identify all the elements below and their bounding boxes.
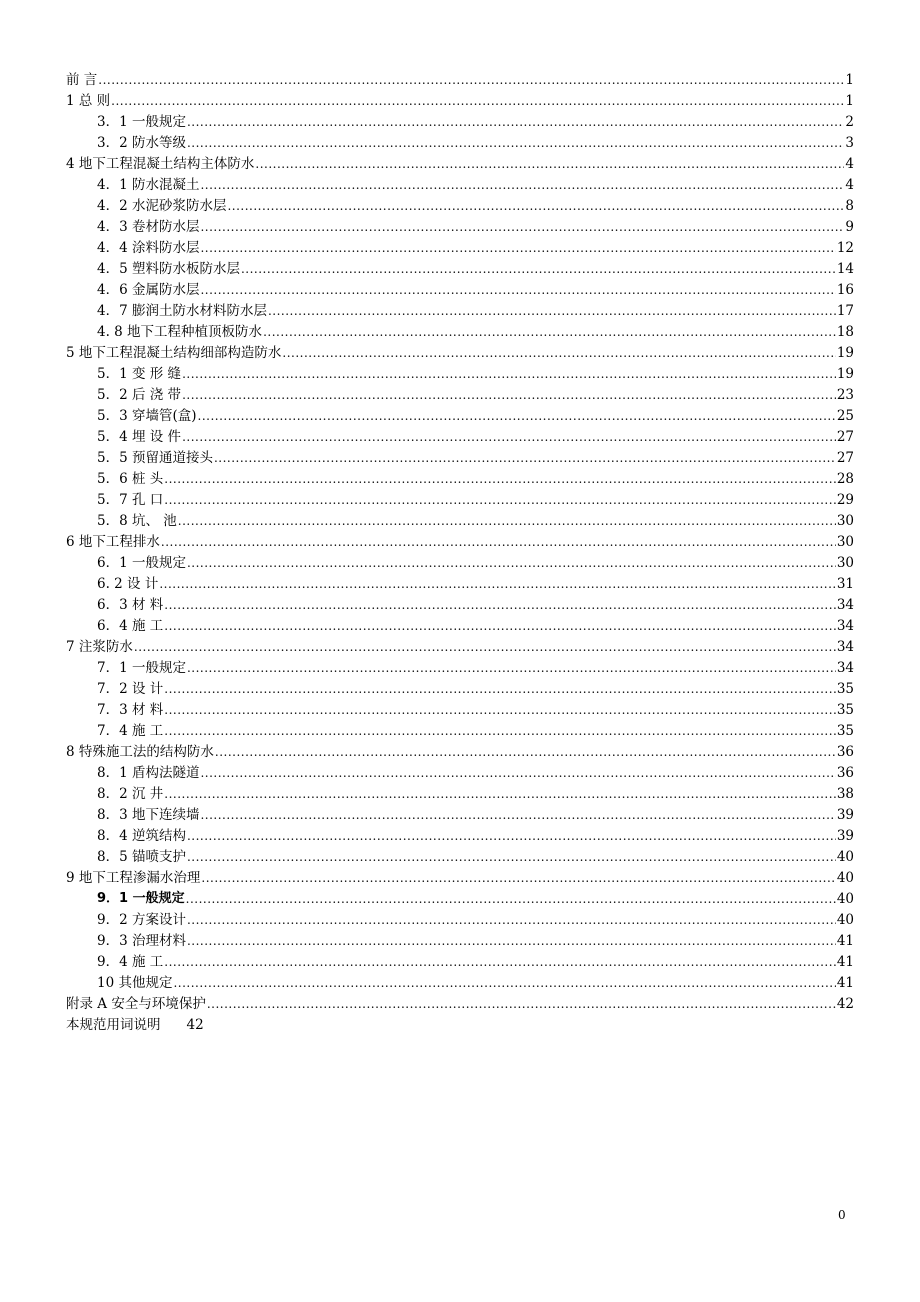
- toc-leader-dots: [182, 429, 836, 445]
- toc-entry-page: 9: [845, 219, 854, 235]
- toc-leader-dots: [164, 492, 836, 508]
- toc-entry-page: 30: [836, 534, 854, 550]
- toc-entry[interactable]: [66, 865, 854, 886]
- toc-leader-dots: [200, 240, 835, 256]
- toc-entry-page: 39: [836, 807, 854, 823]
- toc-entry[interactable]: [66, 613, 854, 634]
- toc-entry-label: 前 言: [66, 72, 98, 88]
- toc-entry-label: 5 地下工程混凝土结构细部构造防水: [66, 345, 282, 361]
- toc-entry-label: 5．1 变 形 缝: [97, 366, 182, 382]
- toc-entry[interactable]: [66, 193, 854, 214]
- toc-entry[interactable]: [66, 445, 854, 466]
- toc-entry-label: 8 特殊施工法的结构防水: [66, 744, 214, 760]
- toc-entry-label: 5．7 孔 口: [97, 492, 164, 508]
- toc-leader-dots: [164, 954, 836, 970]
- toc-entry-page: 19: [836, 345, 854, 361]
- toc-entry-page: 17: [836, 303, 854, 319]
- toc-entry-page: 40: [836, 849, 854, 865]
- toc-entry-label: 4．6 金属防水层: [97, 282, 200, 298]
- toc-entry[interactable]: [66, 340, 854, 361]
- toc-leader-dots: [164, 597, 836, 613]
- toc-leader-dots: [227, 198, 844, 214]
- toc-entry[interactable]: [66, 298, 854, 319]
- toc-entry[interactable]: [66, 277, 854, 298]
- toc-entry[interactable]: [66, 508, 854, 529]
- toc-entry-label: 4．5 塑料防水板防水层: [97, 261, 240, 277]
- toc-entry-page: 36: [836, 744, 854, 760]
- toc-entry[interactable]: [66, 424, 854, 445]
- toc-leader-dots: [178, 513, 836, 529]
- toc-entry[interactable]: [66, 130, 854, 151]
- toc-entry[interactable]: [66, 235, 854, 256]
- toc-leader-dots: [207, 996, 836, 1012]
- toc-entry[interactable]: [66, 151, 854, 172]
- toc-entry-page: 27: [836, 450, 854, 466]
- toc-entry-label: 9．4 施 工: [97, 954, 164, 970]
- toc-entry-label: 6．1 一般规定: [97, 555, 186, 571]
- toc-entry-page: 42: [186, 1017, 204, 1033]
- toc-entry-label: 7．3 材 料: [97, 702, 164, 718]
- toc-entry-label: 4．7 膨润土防水材料防水层: [97, 303, 267, 319]
- toc-entry-page: 31: [836, 576, 854, 592]
- toc-leader-dots: [182, 366, 836, 382]
- toc-entry[interactable]: [66, 172, 854, 193]
- toc-entry-label: 8．3 地下连续墙: [97, 807, 200, 823]
- toc-entry-page: 14: [836, 261, 854, 277]
- toc-leader-dots: [200, 765, 835, 781]
- toc-leader-dots: [98, 72, 844, 88]
- toc-entry[interactable]: [66, 886, 854, 907]
- toc-leader-dots: [263, 324, 836, 340]
- toc-leader-dots: [187, 555, 836, 571]
- toc-entry-label: 4．2 水泥砂浆防水层: [97, 198, 227, 214]
- toc-leader-dots: [111, 93, 844, 109]
- toc-entry[interactable]: [66, 571, 854, 592]
- toc-entry-label: 6．4 施 工: [97, 618, 164, 634]
- toc-entry-label: 8．5 锚喷支护: [97, 849, 186, 865]
- toc-entry[interactable]: [66, 256, 854, 277]
- toc-entry-label: 8．2 沉 井: [97, 786, 164, 802]
- toc-entry[interactable]: [66, 88, 854, 109]
- toc-entry-page: 41: [836, 975, 854, 991]
- toc-leader-dots: [187, 912, 836, 928]
- toc-entry-label: 9．1 一般规定: [97, 891, 185, 906]
- toc-entry-page: 40: [836, 870, 854, 886]
- toc-entry[interactable]: [66, 550, 854, 571]
- toc-entry[interactable]: [66, 949, 854, 970]
- toc-entry-page: 2: [845, 114, 854, 130]
- toc-entry-label: 4 地下工程混凝土结构主体防水: [66, 156, 255, 172]
- toc-entry[interactable]: [66, 634, 854, 655]
- toc-entry[interactable]: [66, 781, 854, 802]
- toc-entry[interactable]: [66, 655, 854, 676]
- toc-leader-dots: [182, 387, 836, 403]
- toc-entry-label: 附录 A 安全与环境保护: [66, 996, 206, 1012]
- toc-entry-label: 5．2 后 浇 带: [97, 387, 182, 403]
- toc-entry-page: 4: [845, 156, 854, 172]
- toc-entry-label: 4．4 涂料防水层: [97, 240, 200, 256]
- toc-entry-page: 23: [836, 387, 854, 403]
- toc-entry-page: 38: [836, 786, 854, 802]
- toc-entry-page: 25: [836, 408, 854, 424]
- toc-leader-dots: [201, 870, 835, 886]
- toc-leader-dots: [200, 807, 835, 823]
- toc-entry[interactable]: [66, 319, 854, 340]
- toc-leader-dots: [200, 219, 844, 235]
- toc-entry-label: 3．1 一般规定: [97, 114, 186, 130]
- toc-entry-page: 40: [836, 912, 854, 928]
- toc-leader-dots: [198, 408, 836, 424]
- toc-leader-dots: [164, 723, 836, 739]
- toc-entry-page: 8: [845, 198, 854, 214]
- table-of-contents: [66, 67, 854, 1033]
- toc-leader-dots: [186, 891, 836, 907]
- toc-leader-dots: [215, 744, 836, 760]
- toc-entry-label: 1 总 则: [66, 93, 111, 109]
- toc-entry-page: 3: [845, 135, 854, 151]
- toc-entry[interactable]: [66, 529, 854, 550]
- toc-leader-dots: [164, 471, 836, 487]
- toc-leader-dots: [187, 828, 836, 844]
- toc-leader-dots: [187, 114, 844, 130]
- toc-entry-label: 5．8 坑、 池: [97, 513, 177, 529]
- toc-entry-page: 34: [836, 618, 854, 634]
- toc-leader-dots: [268, 303, 836, 319]
- toc-entry[interactable]: [66, 109, 854, 130]
- toc-entry[interactable]: [66, 214, 854, 235]
- toc-entry[interactable]: [66, 1012, 854, 1033]
- toc-entry[interactable]: [66, 760, 854, 781]
- toc-entry-page: 1: [845, 93, 854, 109]
- toc-leader-dots: [173, 975, 835, 991]
- toc-leader-dots: [134, 639, 836, 655]
- toc-entry[interactable]: [66, 718, 854, 739]
- toc-entry-page: 30: [836, 555, 854, 571]
- toc-entry-label: 4．1 防水混凝土: [97, 177, 200, 193]
- toc-leader-dots: [200, 282, 835, 298]
- toc-entry-page: 39: [836, 828, 854, 844]
- toc-entry-page: 4: [845, 177, 854, 193]
- toc-entry-label: 9．2 方案设计: [97, 912, 186, 928]
- toc-leader-dots: [187, 933, 836, 949]
- toc-entry-page: 35: [836, 723, 854, 739]
- toc-entry[interactable]: [66, 592, 854, 613]
- toc-entry-label: 6. 2 设 计: [97, 576, 159, 592]
- toc-entry-page: 36: [836, 765, 854, 781]
- toc-entry-page: 28: [836, 471, 854, 487]
- toc-entry-page: 1: [845, 72, 854, 88]
- toc-leader-dots: [164, 786, 836, 802]
- toc-entry-label: 5．6 桩 头: [97, 471, 164, 487]
- toc-leader-dots: [164, 681, 836, 697]
- toc-leader-dots: [255, 156, 844, 172]
- toc-entry[interactable]: [66, 466, 854, 487]
- toc-entry[interactable]: [66, 697, 854, 718]
- page-number: 0: [838, 1208, 846, 1222]
- toc-entry-label: 5．4 埋 设 件: [97, 429, 182, 445]
- toc-entry[interactable]: [66, 991, 854, 1012]
- toc-entry-label: 9．3 治理材料: [97, 933, 186, 949]
- toc-entry[interactable]: [66, 676, 854, 697]
- toc-entry-page: 40: [836, 891, 854, 907]
- toc-entry-label: 6 地下工程排水: [66, 534, 160, 550]
- toc-entry[interactable]: [66, 823, 854, 844]
- toc-leader-dots: [164, 702, 836, 718]
- toc-entry[interactable]: [66, 970, 854, 991]
- toc-leader-dots: [214, 450, 836, 466]
- toc-entry[interactable]: [66, 802, 854, 823]
- toc-entry-label: 7．4 施 工: [97, 723, 164, 739]
- toc-entry-page: 18: [836, 324, 854, 340]
- toc-entry[interactable]: [66, 403, 854, 424]
- toc-entry-label: 7 注浆防水: [66, 639, 133, 655]
- toc-entry-label: 5．3 穿墙管(盒): [97, 408, 197, 424]
- toc-leader-dots: [241, 261, 836, 277]
- toc-leader-dots: [159, 576, 835, 592]
- toc-entry-page: 34: [836, 660, 854, 676]
- toc-entry-label: 10 其他规定: [97, 975, 173, 991]
- toc-entry[interactable]: [66, 361, 854, 382]
- toc-leader-dots: [187, 135, 844, 151]
- toc-entry-page: 29: [836, 492, 854, 508]
- toc-entry-label: 7．1 一般规定: [97, 660, 186, 676]
- toc-entry-label: 3．2 防水等级: [97, 135, 186, 151]
- toc-entry-page: 34: [836, 597, 854, 613]
- toc-entry-label: 4. 8 地下工程种植顶板防水: [97, 324, 263, 340]
- toc-leader-dots: [282, 345, 835, 361]
- toc-entry-page: 19: [836, 366, 854, 382]
- toc-entry[interactable]: [66, 487, 854, 508]
- toc-leader-dots: [164, 618, 836, 634]
- toc-entry[interactable]: [66, 844, 854, 865]
- toc-entry-page: 16: [836, 282, 854, 298]
- toc-leader-dots: [161, 534, 836, 550]
- toc-entry[interactable]: [66, 907, 854, 928]
- toc-entry-page: 35: [836, 681, 854, 697]
- toc-entry[interactable]: [66, 382, 854, 403]
- toc-entry-label: 本规范用词说明: [66, 1017, 161, 1033]
- toc-entry-label: 4．3 卷材防水层: [97, 219, 200, 235]
- toc-entry-label: 5．5 预留通道接头: [97, 450, 213, 466]
- toc-entry[interactable]: [66, 928, 854, 949]
- toc-entry[interactable]: [66, 739, 854, 760]
- toc-entry-page: 34: [836, 639, 854, 655]
- toc-entry-page: 30: [836, 513, 854, 529]
- toc-entry-page: 41: [836, 954, 854, 970]
- toc-leader-dots: [187, 660, 836, 676]
- toc-entry-label: 8．4 逆筑结构: [97, 828, 186, 844]
- toc-entry-label: 7．2 设 计: [97, 681, 164, 697]
- toc-leader-dots: [200, 177, 844, 193]
- toc-entry-page: 41: [836, 933, 854, 949]
- toc-entry[interactable]: [66, 67, 854, 88]
- toc-entry-page: 35: [836, 702, 854, 718]
- toc-entry-page: 27: [836, 429, 854, 445]
- toc-entry-page: 42: [836, 996, 854, 1012]
- toc-entry-label: 6．3 材 料: [97, 597, 164, 613]
- toc-entry-label: 9 地下工程渗漏水治理: [66, 870, 201, 886]
- toc-leader-dots: [187, 849, 836, 865]
- toc-entry-label: 8．1 盾构法隧道: [97, 765, 200, 781]
- toc-entry-page: 12: [836, 240, 854, 256]
